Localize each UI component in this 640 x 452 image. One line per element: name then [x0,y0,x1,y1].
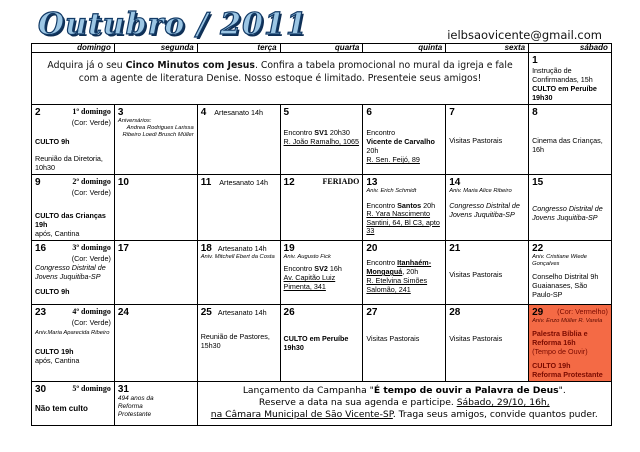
day-number: 21 [449,243,461,254]
day-number: 18 [200,243,212,254]
weekday-saturday: sábado [529,44,612,53]
day-cell-21[interactable] [446,241,529,305]
birthday-note: Aniv. Mitchell Ebert da Costa [200,254,275,260]
day-number: 12 [283,177,295,188]
day-event: CULTO em Peruíbe 19h30 [283,334,349,352]
service-time: CULTO 9h [35,287,70,296]
day-number: 25 [200,307,212,318]
page-title: Outubro / 2011 [38,7,308,42]
banner-text-post: . Confira a tabela promocional no mural da igreja e fale com a agente de literatura Denise. Nosso estoque é limitado. Presenteie seus amigos! [78,60,513,84]
week-row-4 [32,241,612,305]
event-address[interactable]: R. Yara Nascimento Santini, 64, Bl C3, apto 33 [366,209,440,235]
banner-bold: Cinco Minutos com Jesus [125,60,255,71]
day-cell-5[interactable] [280,105,363,175]
week-row-1 [32,53,612,105]
day-number: 11 [200,177,212,188]
day-event: Encontro Itanhaém-Mongaguá, 20h [366,258,432,276]
day-event: Artesanato 14h [214,108,264,117]
day-event: Cinema das Crianças, 16h [532,136,603,154]
day-cell-1[interactable] [529,53,612,105]
no-service-note: Não tem culto [35,404,88,413]
week-row-2 [32,105,612,175]
day-number: 6 [366,107,372,118]
day-number: 2 [35,107,41,118]
day-event: Artesanato 14h [217,308,267,317]
weekday-header-row [32,44,612,53]
day-cell-18[interactable] [197,241,280,305]
day-event: Encontro SV1 20h30 [283,128,350,137]
day-number: 17 [117,243,129,254]
day-event: Congresso Distrital de Jovens Juquitiba-SP [532,204,603,222]
birthday-note: Aniv.Maria Aparecida Ribeiro [35,330,110,336]
day-number: 1 [532,55,538,66]
liturgical-color: (Cor: Verde) [71,254,111,263]
day-number: 13 [366,177,378,188]
weekday-monday: segunda [114,44,197,53]
event-address[interactable]: R. João Ramalho, 1065 [283,137,360,146]
holiday-label: FERIADO [322,177,360,186]
day-number: 3 [117,107,124,118]
day-cell-28[interactable] [446,305,529,382]
day-number: 26 [283,307,295,318]
day-cell-8[interactable] [529,105,612,175]
day-number: 14 [449,177,461,188]
day-cell-26[interactable] [280,305,363,382]
day-cell-9[interactable] [32,175,115,241]
day-cell-30[interactable] [32,382,115,426]
day-number: 31 [117,384,129,395]
banner-text: Adquira já o seu [47,60,126,71]
day-cell-17[interactable] [114,241,197,305]
day-cell-23[interactable] [32,305,115,382]
day-event: Congresso Distrital de Jovens Juquitiba-SP [35,263,106,281]
week-row-3 [32,175,612,241]
day-event: Artesanato 14h [217,244,267,253]
day-event-place: Vicente de Carvalho [366,137,435,146]
weekday-friday: sexta [446,44,529,53]
day-event: Congresso Distrital de Jovens Juquitiba-SP [449,201,520,219]
day-number: 30 [35,384,47,395]
birthday-note: Aniv. Augusto Fick [283,254,331,260]
event-address[interactable]: R. Etelvina Simões Salomão, 241 [366,276,428,294]
day-cell-24[interactable] [114,305,197,382]
day-event: Palestra Bíblia e Reforma 16h [532,329,588,347]
week-row-6 [32,382,612,426]
day-cell-27[interactable] [363,305,446,382]
day-event: após, Cantina [35,229,80,238]
day-cell-6[interactable] [363,105,446,175]
service-time: CULTO 19h [532,361,571,370]
campaign-line-1: Lançamento da Campanha "É tempo de ouvir a Palavra de Deus". [242,385,566,396]
day-event: CULTO em Peruíbe 19h30 [532,84,597,102]
birthday-title: Aniversários: [117,118,152,124]
day-number: 23 [35,307,47,318]
day-event: Encontro Santos 20h [366,201,436,210]
day-number: 19 [283,243,295,254]
day-event: Reunião de Pastores, 15h30 [200,332,270,350]
day-event: Reunião da Diretoria, 10h30 [35,154,103,172]
day-event: Instrução de Confirmandas, 15h [532,66,593,84]
birthday-names: Andrea Rodrigues Larissa Ribeiro Loedi Brusch Müller [122,125,194,138]
day-cell-16[interactable] [32,241,115,305]
sunday-label: 3º domingo [72,243,111,252]
day-number: 20 [366,243,378,254]
sunday-label: 2º domingo [72,177,111,186]
day-number: 28 [449,307,461,318]
event-address[interactable]: R. Sen. Feijó, 89 [366,155,420,164]
day-number: 5 [283,107,290,118]
day-event: Conselho Distrital 9h Guaianases, São Paulo-SP [532,272,599,299]
day-cell-12[interactable] [280,175,363,241]
day-cell-7[interactable] [446,105,529,175]
day-number: 7 [449,107,455,118]
campaign-banner [197,382,611,426]
campaign-line-3: na Câmara Municipal de São Vicente-SP. Traga seus amigos, convide quantos puder. [210,409,598,420]
day-cell-20[interactable] [363,241,446,305]
day-event: após, Cantina [35,356,80,365]
weekday-thursday: quinta [363,44,446,53]
birthday-note: Aniv. Enzo Müller R. Varela [532,318,603,324]
day-number: 16 [35,243,47,254]
liturgical-color: (Cor: Verde) [71,188,111,197]
day-cell-15[interactable] [529,175,612,241]
day-event: Artesanato 14h [219,178,269,187]
weekday-sunday: domingo [32,44,115,53]
day-number: 9 [35,177,41,188]
liturgical-color: (Cor: Verde) [71,118,111,127]
birthday-note: Aniv. Cristiane Wiede Gonçalves [532,254,587,267]
day-cell-22[interactable] [529,241,612,305]
sunday-label: 5º domingo [72,384,111,393]
campaign-line-2: Reserve a data na sua agenda e participe. Sábado, 29/10, 16h, [258,397,550,408]
day-number: 29 [532,307,544,318]
day-number: 22 [532,243,544,254]
calendar-table [31,43,612,426]
day-event-time: 20h [366,146,379,155]
liturgical-color: (Cor: Verde) [71,318,111,327]
day-event: Encontro SV2 16h [283,264,342,273]
day-event: Visitas Pastorais [449,270,503,279]
day-event: Visitas Pastorais [449,136,503,145]
day-cell-29[interactable] [529,305,612,382]
day-cell-31[interactable] [114,382,197,426]
day-cell-4[interactable] [197,105,280,175]
service-time: CULTO 19h [35,347,74,356]
day-cell-25[interactable] [197,305,280,382]
day-cell-19[interactable] [280,241,363,305]
day-cell-13[interactable] [363,175,446,241]
day-number: 27 [366,307,378,318]
birthday-note: Aniv. Maria Alice Ribeiro [449,188,512,194]
event-address[interactable]: Av. Capitão Luiz Pimenta, 341 [283,273,336,291]
reformation-anniversary: 494 anos da Reforma Protestante [117,395,154,418]
day-number: 10 [117,177,129,188]
promo-banner [32,53,529,105]
day-cell-3[interactable] [114,105,197,175]
sunday-label: 1º domingo [72,107,111,116]
liturgical-color: (Cor: Vermelho) [557,307,608,316]
day-number: 4 [200,107,207,118]
day-number: 8 [532,107,538,118]
service-time: CULTO das Crianças 19h [35,211,106,229]
reformation-label: Reforma Protestante [532,370,603,379]
day-event: Encontro [366,128,396,137]
day-cell-2[interactable] [32,105,115,175]
service-time: CULTO 9h [35,137,70,146]
day-event: Visitas Pastorais [449,334,503,343]
weekday-wednesday: quarta [280,44,363,53]
day-event: Visitas Pastorais [366,334,420,343]
sunday-label: 4º domingo [72,307,111,316]
birthday-note: Aniv. Erich Schmidt [366,188,417,194]
day-event: (Tempo de Ouvir) [532,347,588,356]
weekday-tuesday: terça [197,44,280,53]
day-number: 15 [532,177,544,188]
day-cell-10[interactable] [114,175,197,241]
day-cell-11[interactable] [197,175,280,241]
day-cell-14[interactable] [446,175,529,241]
day-number: 24 [117,307,129,318]
week-row-5 [32,305,612,382]
contact-email[interactable]: ielbsaovicente@gmail.com [447,28,602,42]
